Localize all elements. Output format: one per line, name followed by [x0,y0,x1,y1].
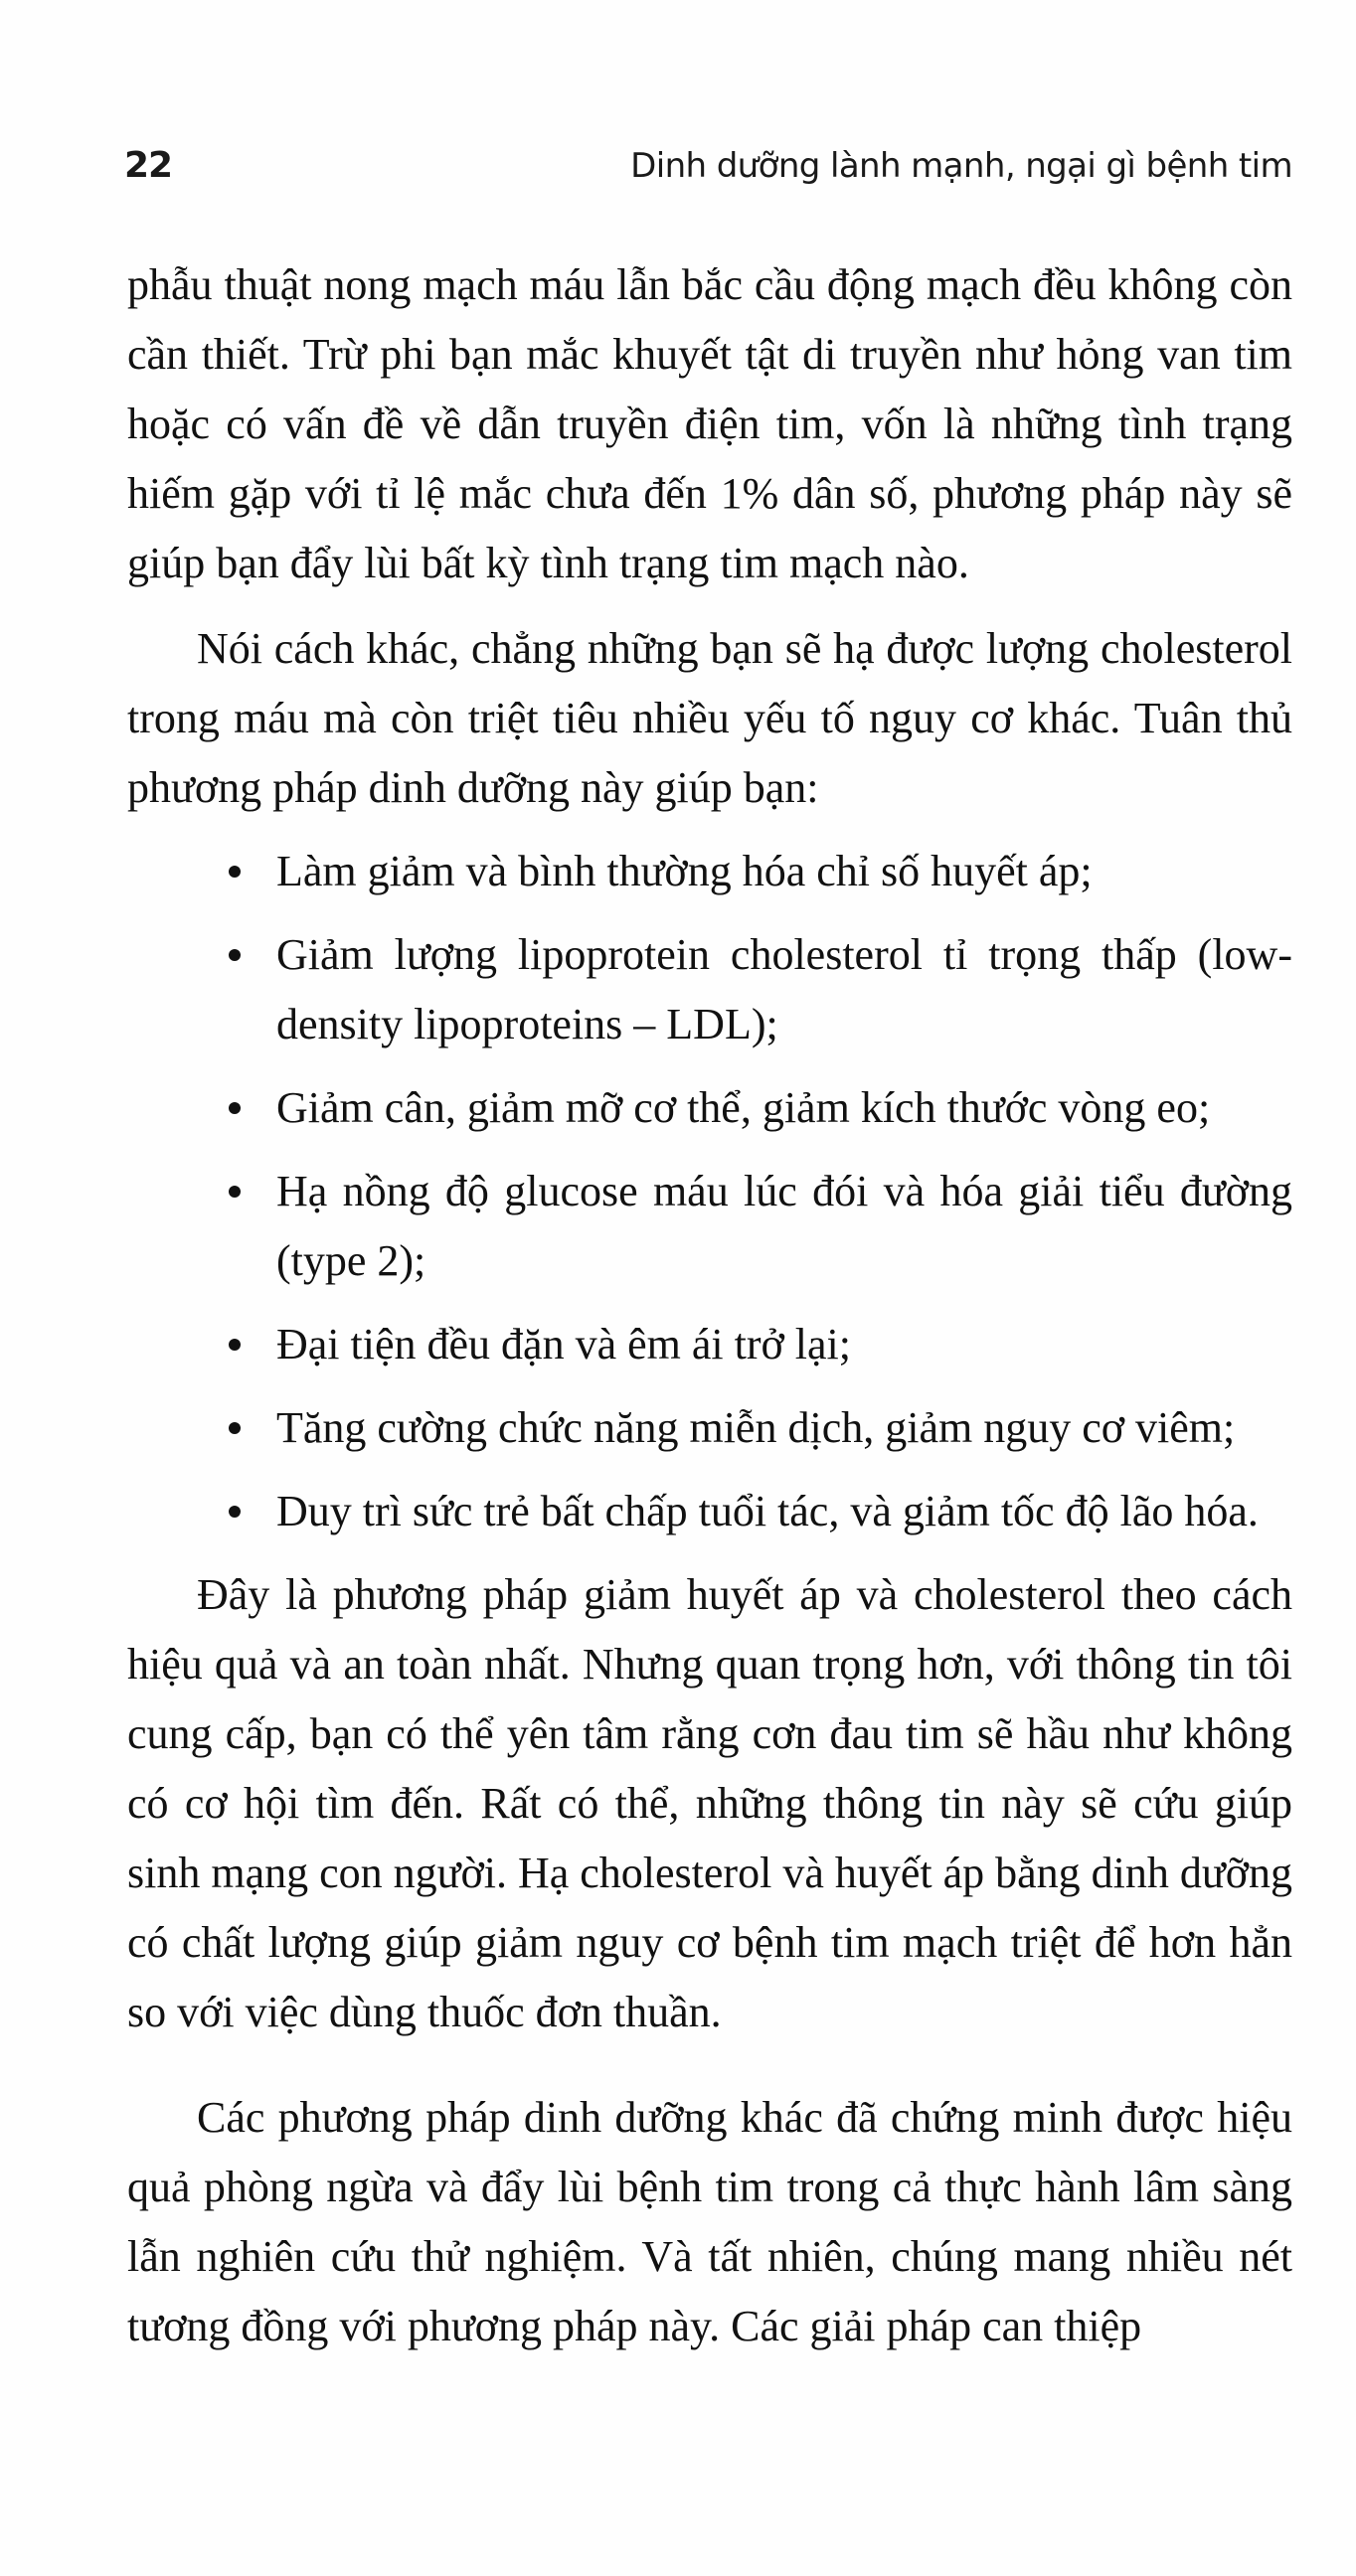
bullet-icon [229,1310,258,1379]
list-item-text: Tăng cường chức năng miễn dịch, giảm nguy cơ viêm; [276,1403,1236,1452]
list-item-text: Hạ nồng độ glucose máu lúc đói và hóa giải tiểu đường (type 2); [276,1167,1292,1285]
bullet-icon [229,920,258,990]
list-item-text: Giảm lượng lipoprotein cholesterol tỉ trọng thấp (low-density lipoproteins – LDL); [276,930,1292,1048]
bullet-icon [229,1073,258,1143]
list-item [127,920,1292,1059]
bullet-icon [229,1477,258,1546]
list-item-text: Làm giảm và bình thường hóa chỉ số huyết áp; [276,847,1093,895]
list-item-text: Giảm cân, giảm mỡ cơ thể, giảm kích thước vòng eo; [276,1083,1211,1132]
running-title: Dinh dưỡng lành mạnh, ngại gì bệnh tim [630,146,1292,186]
list-item-text: Duy trì sức trẻ bất chấp tuổi tác, và giảm tốc độ lão hóa. [276,1487,1259,1535]
bullet-icon [229,837,258,906]
running-header [124,145,1292,201]
list-item [127,1477,1292,1546]
list-item [127,1157,1292,1296]
benefits-list [127,837,1292,1546]
list-item [127,1393,1292,1463]
page-number: 22 [124,145,173,186]
list-item [127,1073,1292,1143]
paragraph: Các phương pháp dinh dưỡng khác đã chứng minh được hiệu quả phòng ngừa và đẩy lùi bệnh tim trong cả thực hành lâm sàng lẫn nghiên cứu thử nghiệm. Và tất nhiên, chúng mang nhiều nét tương đồng với phương pháp này. Các giải pháp can thiệp [127,2093,1292,2350]
paragraph: Nói cách khác, chẳng những bạn sẽ hạ được lượng cholesterol trong máu mà còn triệt tiêu nhiều yếu tố nguy cơ khác. Tuân thủ phương pháp dinh dưỡng này giúp bạn: [127,624,1292,812]
list-item [127,837,1292,906]
bullet-icon [229,1393,258,1463]
list-item-text: Đại tiện đều đặn và êm ái trở lại; [276,1320,851,1368]
list-item [127,1310,1292,1379]
paragraph: Đây là phương pháp giảm huyết áp và cholesterol theo cách hiệu quả và an toàn nhất. Nhưng quan trọng hơn, với thông tin tôi cung cấp, bạn có thể yên tâm rằng cơn đau tim sẽ hầu như không có cơ hội tìm đến. Rất có thể, những thông tin này sẽ cứu giúp sinh mạng con người. Hạ cholesterol và huyết áp bằng dinh dưỡng có chất lượng giúp giảm nguy cơ bệnh tim mạch triệt để hơn hẳn so với việc dùng thuốc đơn thuần. [127,1570,1292,2036]
body-text [127,250,1292,2361]
bullet-icon [229,1157,258,1226]
paragraph-continued: phẫu thuật nong mạch máu lẫn bắc cầu động mạch đều không còn cần thiết. Trừ phi bạn mắc khuyết tật di truyền như hỏng van tim hoặc có vấn đề về dẫn truyền điện tim, vốn là những tình trạng hiếm gặp với tỉ lệ mắc chưa đến 1% dân số, phương pháp này sẽ giúp bạn đẩy lùi bất kỳ tình trạng tim mạch nào. [127,260,1292,587]
